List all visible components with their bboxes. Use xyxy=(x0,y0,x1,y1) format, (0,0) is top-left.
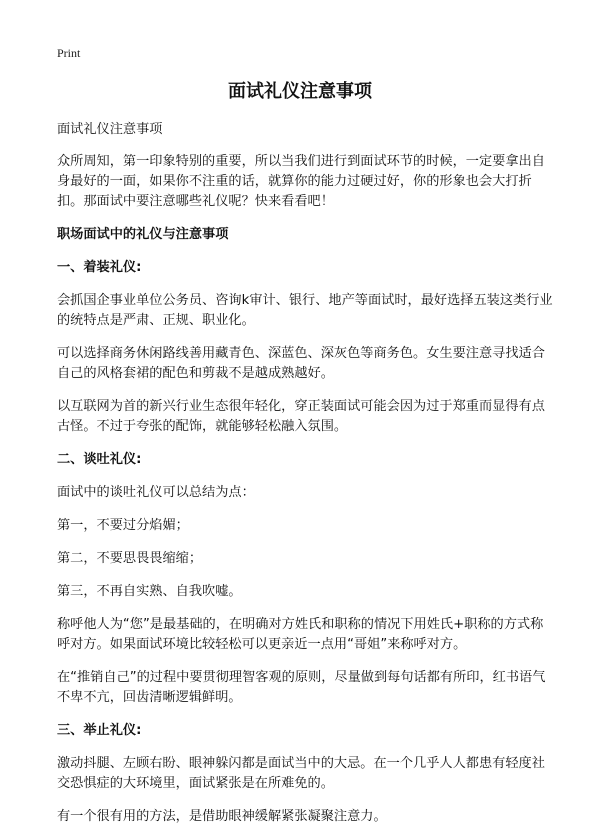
paragraph: 有一个很有用的方法，是借助眼神缓解紧张凝聚注意力。 xyxy=(57,809,387,824)
paragraph: 第三，不再自实熟、自我吹嘘。 xyxy=(57,584,242,599)
paragraph: 面试中的谈吐礼仪可以总结为点： xyxy=(57,485,255,500)
print-link[interactable]: Print xyxy=(57,46,81,60)
paragraph: 第一，不要过分焰媚； xyxy=(57,518,189,533)
intro-paragraph: 众所周知，第一印象特别的重要，所以当我们进行到面试环节的时候，一定要拿出自身最好的一面，如果你不注重的话，就算你的能力过硬过好，你的形象也会大打折扣。那面试中要注意哪些礼仪呢？快来看看吧！ xyxy=(57,154,545,209)
paragraph: 在“推销自己”的过程中要贯彻理智客观的原则，尽量做到每句话都有所印，红书语气不卑不亢，回齿清晰逻辑鲜明。 xyxy=(57,670,546,705)
behavior-heading: 三、举止礼仪: xyxy=(57,723,142,738)
speech-heading: 二、谈吐礼仪: xyxy=(57,452,142,467)
attire-heading: 一、着装礼仪: xyxy=(57,260,142,275)
page-title: 面试礼仪注意事项 xyxy=(228,81,372,102)
article-subtitle: 面试礼仪注意事项 xyxy=(57,122,163,137)
paragraph: 称呼他人为“您”是最基础的，在明确对方姓氏和职称的情况下用姓氏+职称的方式称呼对方。如果面试环境比较轻松可以更亲近一点用“哥姐”来称呼对方。 xyxy=(57,617,544,652)
paragraph: 以互联网为首的新兴行业生态很年轻化，穿正装面试可能会因为过于郑重而显得有点古怪。不过于夸张的配饰，就能够轻松融入氛围。 xyxy=(57,399,545,434)
section-heading: 职场面试中的礼仪与注意事项 xyxy=(57,227,229,242)
paragraph: 激动抖腿、左顾右盼、眼神躲闪都是面试当中的大忌。在一个几乎人人都患有轻度社交恐惧症的大环境里，面试紧张是在所难免的。 xyxy=(57,756,545,791)
paragraph: 会抓国企事业单位公务员、咨询k审计、银行、地产等面试时，最好选择五装这类行业的统特点是严肃、正规、职业化。 xyxy=(57,293,553,328)
paragraph: 可以选择商务休闲路线善用藏青色、深蓝色、深灰色等商务色。女生要注意寻找适合自己的风格套裙的配色和剪裁不是越成熟越好。 xyxy=(57,346,545,381)
article-body xyxy=(57,120,553,840)
paragraph: 第二，不要思畏畏缩缩； xyxy=(57,551,203,566)
